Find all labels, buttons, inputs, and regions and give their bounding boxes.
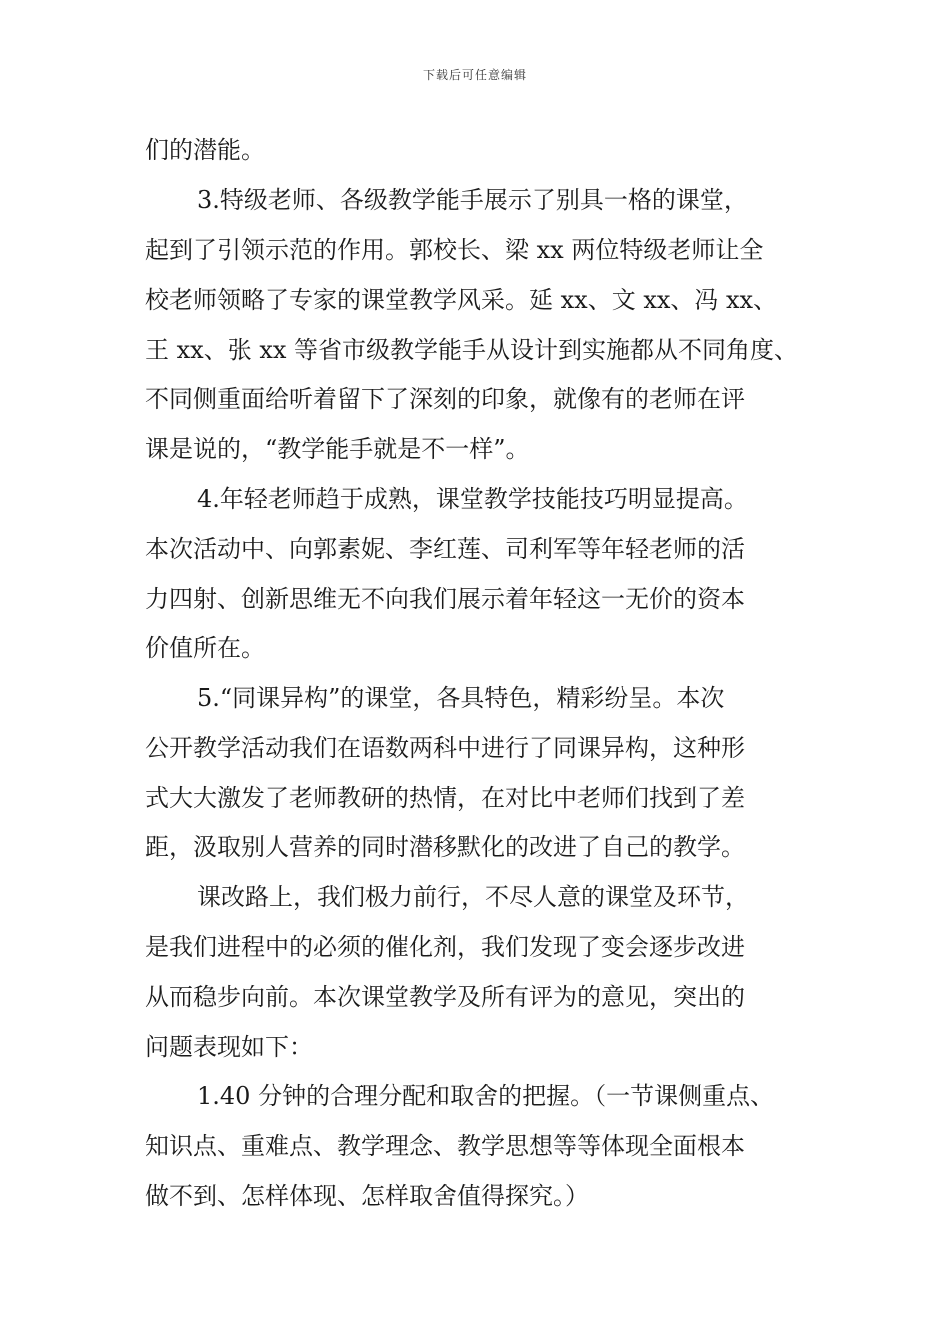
text-line: 们的潜能。 [145,136,265,164]
text-line: 5.“同课异构”的课堂，各具特色，精彩纷呈。本次 [197,684,725,712]
text-line: 本次活动中、向郭素妮、李红莲、司利军等年轻老师的活 [145,535,745,563]
text-line: 问题表现如下： [145,1033,313,1061]
page-header: 下载后可任意编辑 [422,68,527,82]
text-line: 知识点、重难点、教学理念、教学思想等等体现全面根本 [145,1132,745,1160]
text-line: 做不到、怎样体现、怎样取舍值得探究。） [145,1182,589,1210]
text-line: 不同侧重面给听着留下了深刻的印象，就像有的老师在评 [145,385,745,413]
text-line: 力四射、创新思维无不向我们展示着年轻这一无价的资本 [145,585,745,613]
text-line: 是我们进程中的必须的催化剂，我们发现了变会逐步改进 [145,933,745,961]
text-line: 从而稳步向前。本次课堂教学及所有评为的意见，突出的 [145,983,745,1011]
text-line: 课是说的，“教学能手就是不一样”。 [145,435,530,463]
text-line: 价值所在。 [145,634,265,662]
text-line: 课改路上，我们极力前行，不尽人意的课堂及环节， [197,883,749,911]
text-line: 3.特级老师、各级教学能手展示了别具一格的课堂， [197,186,748,214]
text-line: 起到了引领示范的作用。郭校长、梁 xx 两位特级老师让全 [145,236,764,264]
text-line: 王 xx、张 xx 等省市级教学能手从设计到实施都从不同角度、 [145,336,799,364]
text-line: 公开教学活动我们在语数两科中进行了同课异构，这种形 [145,734,745,762]
text-line: 式大大激发了老师教研的热情，在对比中老师们找到了差 [145,784,745,812]
text-line: 4.年轻老师趋于成熟，课堂教学技能技巧明显提高。 [197,485,748,513]
text-line: 1.40 分钟的合理分配和取舍的把握。（一节课侧重点、 [197,1082,775,1110]
text-line: 校老师领略了专家的课堂教学风采。延 xx、文 xx、冯 xx、 [145,286,778,314]
text-line: 距，汲取别人营养的同时潜移默化的改进了自己的教学。 [145,833,745,861]
